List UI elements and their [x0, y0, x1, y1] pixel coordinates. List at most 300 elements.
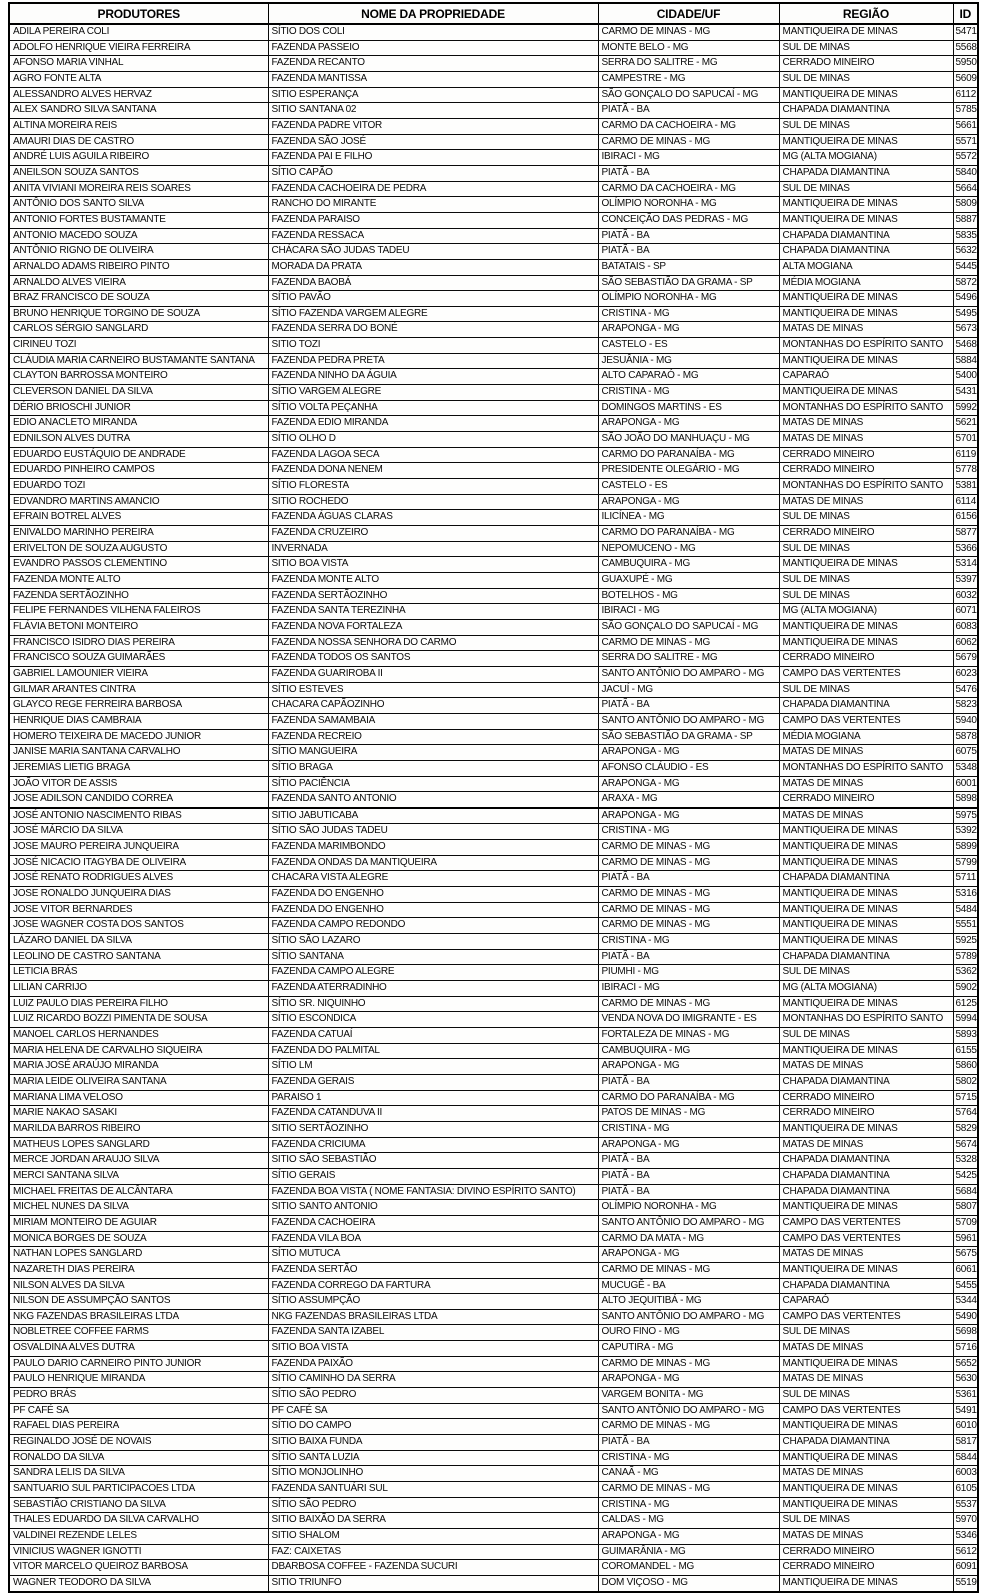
id-cell: 5844	[953, 1450, 978, 1466]
propriedade-cell: SÍTIO VOLTA PEÇANHA	[268, 400, 598, 416]
produtor-cell: ANTÔNIO RIGNO DE OLIVEIRA	[9, 244, 268, 260]
id-cell: 5551	[953, 918, 978, 934]
produtor-cell: EDVANDRO MARTINS AMANCIO	[9, 494, 268, 510]
id-cell: 5872	[953, 275, 978, 291]
cidade-cell: CASTELO - ES	[598, 479, 779, 495]
id-cell: 5715	[953, 1090, 978, 1106]
table-row	[9, 479, 978, 495]
propriedade-cell: FAZENDA NOVA FORTALEZA	[268, 619, 598, 635]
regiao-cell: MATAS DE MINAS	[779, 808, 953, 824]
id-cell: 5316	[953, 887, 978, 903]
produtor-cell: FLÁVIA BETONI MONTEIRO	[9, 619, 268, 635]
regiao-cell: SUL DE MINAS	[779, 1325, 953, 1341]
cidade-cell: CANAÃ - MG	[598, 1466, 779, 1482]
id-cell: 5860	[953, 1059, 978, 1075]
regiao-cell: MATAS DE MINAS	[779, 432, 953, 448]
regiao-cell: MONTANHAS DO ESPÍRITO SANTO	[779, 479, 953, 495]
produtor-cell: GABRIEL LAMOUNIER VIEIRA	[9, 666, 268, 682]
propriedade-cell: SÍTIO ESTEVES	[268, 682, 598, 698]
cidade-cell: SANTO ANTÔNIO DO AMPARO - MG	[598, 1403, 779, 1419]
id-cell: 5519	[953, 1575, 978, 1591]
regiao-cell: SUL DE MINAS	[779, 1388, 953, 1404]
id-cell: 5490	[953, 1309, 978, 1325]
cidade-cell: ARAPONGA - MG	[598, 494, 779, 510]
produtor-cell: VINICIUS WAGNER IGNOTTI	[9, 1544, 268, 1560]
table-row	[9, 996, 978, 1012]
cidade-cell: OLÍMPIO NORONHA - MG	[598, 1200, 779, 1216]
produtor-cell: SEBASTIÃO CRISTIANO DA SILVA	[9, 1497, 268, 1513]
id-cell: 5829	[953, 1121, 978, 1137]
regiao-cell: CAMPO DAS VERTENTES	[779, 666, 953, 682]
propriedade-cell: INVERNADA	[268, 541, 598, 557]
id-cell: 5899	[953, 840, 978, 856]
cidade-cell: ARAPONGA - MG	[598, 322, 779, 338]
cidade-cell: ARAPONGA - MG	[598, 745, 779, 761]
regiao-cell: CERRADO MINEIRO	[779, 56, 953, 72]
regiao-cell: MANTIQUEIRA DE MINAS	[779, 212, 953, 228]
regiao-cell: CERRADO MINEIRO	[779, 1560, 953, 1576]
propriedade-cell: SÍTIO PACIÊNCIA	[268, 776, 598, 792]
id-cell: 5884	[953, 353, 978, 369]
produtor-cell: PAULO HENRIQUE MIRANDA	[9, 1372, 268, 1388]
produtor-cell: JOÃO VITOR DE ASSIS	[9, 776, 268, 792]
cidade-cell: SANTO ANTÔNIO DO AMPARO - MG	[598, 1215, 779, 1231]
regiao-cell: CHAPADA DIAMANTINA	[779, 165, 953, 181]
regiao-cell: MANTIQUEIRA DE MINAS	[779, 1482, 953, 1498]
regiao-cell: MANTIQUEIRA DE MINAS	[779, 557, 953, 573]
propriedade-cell: FAZENDA NINHO DA ÁGUIA	[268, 369, 598, 385]
regiao-cell: MONTANHAS DO ESPÍRITO SANTO	[779, 760, 953, 776]
regiao-cell: MATAS DE MINAS	[779, 1137, 953, 1153]
cidade-cell: JACUÍ - MG	[598, 682, 779, 698]
table-row	[9, 259, 978, 275]
id-cell: 6119	[953, 447, 978, 463]
table-row	[9, 541, 978, 557]
table-row	[9, 776, 978, 792]
produtor-cell: ALESSANDRO ALVES HERVAZ	[9, 87, 268, 103]
id-cell: 6003	[953, 1466, 978, 1482]
regiao-cell: MANTIQUEIRA DE MINAS	[779, 1356, 953, 1372]
propriedade-cell: FAZENDA RECANTO	[268, 56, 598, 72]
id-cell: 6105	[953, 1482, 978, 1498]
produtor-cell: BRAZ FRANCISCO DE SOUZA	[9, 291, 268, 307]
produtor-cell: FAZENDA MONTE ALTO	[9, 572, 268, 588]
regiao-cell: MATAS DE MINAS	[779, 776, 953, 792]
produtor-cell: JOSE VITOR BERNARDES	[9, 902, 268, 918]
id-cell: 5789	[953, 949, 978, 965]
produtor-cell: GILMAR ARANTES CINTRA	[9, 682, 268, 698]
cidade-cell: SERRA DO SALITRE - MG	[598, 651, 779, 667]
produtor-cell: NOBLETREE COFFEE FARMS	[9, 1325, 268, 1341]
regiao-cell: SUL DE MINAS	[779, 181, 953, 197]
table-row	[9, 400, 978, 416]
cidade-cell: CARMO DO PARANAÍBA - MG	[598, 447, 779, 463]
regiao-cell: MG (ALTA MOGIANA)	[779, 604, 953, 620]
produtor-cell: RAFAEL DIAS PEREIRA	[9, 1419, 268, 1435]
id-cell: 5925	[953, 934, 978, 950]
cidade-cell: CRISTINA - MG	[598, 306, 779, 322]
table-row	[9, 902, 978, 918]
regiao-cell: SUL DE MINAS	[779, 1513, 953, 1529]
regiao-cell: CHAPADA DIAMANTINA	[779, 698, 953, 714]
cidade-cell: DOMINGOS MARTINS - ES	[598, 400, 779, 416]
propriedade-cell: FAZENDA PAI E FILHO	[268, 150, 598, 166]
regiao-cell: MANTIQUEIRA DE MINAS	[779, 1262, 953, 1278]
regiao-cell: MANTIQUEIRA DE MINAS	[779, 934, 953, 950]
propriedade-cell: SITIO SERTÃOZINHO	[268, 1121, 598, 1137]
table-row	[9, 118, 978, 134]
table-row	[9, 463, 978, 479]
propriedade-cell: SÍTIO PAVÃO	[268, 291, 598, 307]
table-row	[9, 1544, 978, 1560]
regiao-cell: MANTIQUEIRA DE MINAS	[779, 291, 953, 307]
table-row	[9, 1529, 978, 1545]
produtor-cell: JOSE RONALDO JUNQUEIRA DIAS	[9, 887, 268, 903]
propriedade-cell: FAZENDA TODOS OS SANTOS	[268, 651, 598, 667]
id-cell: 5802	[953, 1074, 978, 1090]
table-row	[9, 760, 978, 776]
regiao-cell: MANTIQUEIRA DE MINAS	[779, 197, 953, 213]
cidade-cell: NEPOMUCENO - MG	[598, 541, 779, 557]
propriedade-cell: FAZENDA LAGOA SECA	[268, 447, 598, 463]
regiao-cell: SUL DE MINAS	[779, 682, 953, 698]
produtor-cell: NKG FAZENDAS BRASILEIRAS LTDA	[9, 1309, 268, 1325]
regiao-cell: MONTANHAS DO ESPÍRITO SANTO	[779, 338, 953, 354]
id-cell: 5609	[953, 71, 978, 87]
table-row	[9, 808, 978, 824]
cidade-cell: BATATAIS - SP	[598, 259, 779, 275]
id-cell: 5785	[953, 103, 978, 119]
id-cell: 5400	[953, 369, 978, 385]
cidade-cell: PIATÃ - BA	[598, 228, 779, 244]
propriedade-cell: FAZENDA CACHOEIRA DE PEDRA	[268, 181, 598, 197]
cidade-cell: PIATÃ - BA	[598, 871, 779, 887]
id-cell: 5568	[953, 40, 978, 56]
produtor-cell: LUIZ PAULO DIAS PEREIRA FILHO	[9, 996, 268, 1012]
id-cell: 5675	[953, 1247, 978, 1263]
id-cell: 6001	[953, 776, 978, 792]
propriedade-cell: FAZENDA CACHOEIRA	[268, 1215, 598, 1231]
propriedade-cell: SITIO BAIXA FUNDA	[268, 1435, 598, 1451]
produtor-cell: NILSON ALVES DA SILVA	[9, 1278, 268, 1294]
propriedade-cell: SÍTIO DOS COLI	[268, 24, 598, 40]
propriedade-cell: SÍTIO LM	[268, 1059, 598, 1075]
table-row	[9, 1043, 978, 1059]
table-row	[9, 447, 978, 463]
propriedade-cell: SÍTIO OLHO D	[268, 432, 598, 448]
id-cell: 5778	[953, 463, 978, 479]
id-cell: 5314	[953, 557, 978, 573]
table-row	[9, 604, 978, 620]
regiao-cell: MATAS DE MINAS	[779, 1059, 953, 1075]
regiao-cell: CERRADO MINEIRO	[779, 447, 953, 463]
cidade-cell: SÃO JOÃO DO MANHUAÇU - MG	[598, 432, 779, 448]
produtor-cell: HENRIQUE DIAS CAMBRAIA	[9, 713, 268, 729]
table-row	[9, 71, 978, 87]
table-row	[9, 306, 978, 322]
produtor-cell: MIRIAM MONTEIRO DE AGUIAR	[9, 1215, 268, 1231]
produtor-cell: ANITA VIVIANI MOREIRA REIS SOARES	[9, 181, 268, 197]
propriedade-cell: SITIO SÃO SEBASTIÃO	[268, 1153, 598, 1169]
produtor-cell: CIRINEU TOZI	[9, 338, 268, 354]
produtor-cell: JOSÉ MÁRCIO DA SILVA	[9, 824, 268, 840]
propriedade-cell: DBARBOSA COFFEE - FAZENDA SUCURI	[268, 1560, 598, 1576]
produtor-cell: MARIE NAKAO SASAKI	[9, 1106, 268, 1122]
regiao-cell: CHAPADA DIAMANTINA	[779, 1168, 953, 1184]
regiao-cell: CERRADO MINEIRO	[779, 1106, 953, 1122]
cidade-cell: SERRA DO SALITRE - MG	[598, 56, 779, 72]
id-cell: 5621	[953, 416, 978, 432]
propriedade-cell: SÍTIO DO CAMPO	[268, 1419, 598, 1435]
id-cell: 5496	[953, 291, 978, 307]
table-row	[9, 1356, 978, 1372]
produtor-cell: JEREMIAS LIETIG BRAGA	[9, 760, 268, 776]
cidade-cell: ARAPONGA - MG	[598, 1247, 779, 1263]
table-row	[9, 1325, 978, 1341]
id-cell: 5397	[953, 572, 978, 588]
id-cell: 5674	[953, 1137, 978, 1153]
produtor-cell: ANEILSON SOUZA SANTOS	[9, 165, 268, 181]
produtor-cell: ARNALDO ADAMS RIBEIRO PINTO	[9, 259, 268, 275]
table-row	[9, 416, 978, 432]
propriedade-cell: SÍTIO SÃO PEDRO	[268, 1497, 598, 1513]
regiao-cell: CAPARAÓ	[779, 1294, 953, 1310]
id-cell: 5328	[953, 1153, 978, 1169]
header-row	[9, 3, 978, 24]
id-cell: 5840	[953, 165, 978, 181]
produtor-cell: DÉRIO BRIOSCHI JUNIOR	[9, 400, 268, 416]
propriedade-cell: FAZENDA MARIMBONDO	[268, 840, 598, 856]
id-cell: 5572	[953, 150, 978, 166]
cidade-cell: CARMO DE MINAS - MG	[598, 996, 779, 1012]
regiao-cell: MANTIQUEIRA DE MINAS	[779, 918, 953, 934]
regiao-cell: CHAPADA DIAMANTINA	[779, 949, 953, 965]
cidade-cell: SÃO GONÇALO DO SAPUCAÍ - MG	[598, 87, 779, 103]
produtor-cell: ADOLFO HENRIQUE VIEIRA FERREIRA	[9, 40, 268, 56]
propriedade-cell: SÍTIO CAPÃO	[268, 165, 598, 181]
table-row	[9, 1262, 978, 1278]
regiao-cell: MONTANHAS DO ESPÍRITO SANTO	[779, 1012, 953, 1028]
propriedade-cell: RANCHO DO MIRANTE	[268, 197, 598, 213]
produtor-cell: NAZARETH DIAS PEREIRA	[9, 1262, 268, 1278]
id-cell: 5877	[953, 526, 978, 542]
table-row	[9, 1482, 978, 1498]
produtor-cell: ARNALDO ALVES VIEIRA	[9, 275, 268, 291]
id-cell: 5975	[953, 808, 978, 824]
table-row	[9, 981, 978, 997]
regiao-cell: MANTIQUEIRA DE MINAS	[779, 306, 953, 322]
propriedade-cell: FAZENDA RECREIO	[268, 729, 598, 745]
cidade-cell: CAPUTIRA - MG	[598, 1341, 779, 1357]
propriedade-cell: SITIO TRIUNFO	[268, 1575, 598, 1591]
produtor-cell: MERCI SANTANA SILVA	[9, 1168, 268, 1184]
table-row	[9, 1137, 978, 1153]
cidade-cell: CARMO DE MINAS - MG	[598, 918, 779, 934]
id-cell: 5679	[953, 651, 978, 667]
produtor-cell: EDIO ANACLETO MIRANDA	[9, 416, 268, 432]
table-row	[9, 1074, 978, 1090]
cidade-cell: CARMO DE MINAS - MG	[598, 902, 779, 918]
regiao-cell: CHAPADA DIAMANTINA	[779, 1184, 953, 1200]
produtor-cell: JOSÉ ANTONIO NASCIMENTO RIBAS	[9, 808, 268, 824]
propriedade-cell: FAZENDA CATANDUVA II	[268, 1106, 598, 1122]
produtor-cell: PF CAFÉ SA	[9, 1403, 268, 1419]
propriedade-cell: SITIO TOZI	[268, 338, 598, 354]
table-row	[9, 1278, 978, 1294]
table-row	[9, 713, 978, 729]
cidade-cell: CARMO DE MINAS - MG	[598, 855, 779, 871]
produtor-cell: MARIA LEIDE OLIVEIRA SANTANA	[9, 1074, 268, 1090]
propriedade-cell: SITIO ROCHEDO	[268, 494, 598, 510]
propriedade-cell: FAZENDA DO ENGENHO	[268, 887, 598, 903]
produtor-cell: BRUNO HENRIQUE TORGINO DE SOUZA	[9, 306, 268, 322]
propriedade-cell: FAZENDA GERAIS	[268, 1074, 598, 1090]
table-row	[9, 1513, 978, 1529]
cidade-cell: BOTELHOS - MG	[598, 588, 779, 604]
id-cell: 5698	[953, 1325, 978, 1341]
table-row	[9, 635, 978, 651]
id-cell: 6155	[953, 1043, 978, 1059]
table-row	[9, 369, 978, 385]
table-row	[9, 965, 978, 981]
table-row	[9, 1294, 978, 1310]
table-row	[9, 949, 978, 965]
regiao-cell: SUL DE MINAS	[779, 40, 953, 56]
id-cell: 5344	[953, 1294, 978, 1310]
propriedade-cell: SÍTIO SÃO PEDRO	[268, 1388, 598, 1404]
table-row	[9, 212, 978, 228]
propriedade-cell: FAZENDA SERRA DO BONÉ	[268, 322, 598, 338]
cidade-cell: ALTO CAPARAÓ - MG	[598, 369, 779, 385]
regiao-cell: MATAS DE MINAS	[779, 745, 953, 761]
cidade-cell: ARAPONGA - MG	[598, 808, 779, 824]
table-row	[9, 840, 978, 856]
propriedade-cell: FAZENDA SAMAMBAIA	[268, 713, 598, 729]
cidade-cell: FORTALEZA DE MINAS - MG	[598, 1028, 779, 1044]
cidade-cell: ARAPONGA - MG	[598, 416, 779, 432]
cidade-cell: ARAPONGA - MG	[598, 776, 779, 792]
id-cell: 5711	[953, 871, 978, 887]
propriedade-cell: FAZENDA SERTÃO	[268, 1262, 598, 1278]
cidade-cell: CARMO DE MINAS - MG	[598, 134, 779, 150]
produtor-cell: LETICIA BRÁS	[9, 965, 268, 981]
id-cell: 5950	[953, 56, 978, 72]
produtor-cell: JOSE ADILSON CANDIDO CORREA	[9, 792, 268, 808]
regiao-cell: MG (ALTA MOGIANA)	[779, 150, 953, 166]
propriedade-cell: FAZENDA GUARIROBA II	[268, 666, 598, 682]
produtor-cell: FELIPE FERNANDES VILHENA FALEIROS	[9, 604, 268, 620]
propriedade-cell: SÍTIO MUTUCA	[268, 1247, 598, 1263]
cidade-cell: PIATÃ - BA	[598, 949, 779, 965]
id-cell: 5346	[953, 1529, 978, 1545]
id-cell: 5381	[953, 479, 978, 495]
regiao-cell: ALTA MOGIANA	[779, 259, 953, 275]
table-row	[9, 1168, 978, 1184]
produtor-cell: EDUARDO PINHEIRO CAMPOS	[9, 463, 268, 479]
propriedade-cell: SÍTIO SÃO JUDAS TADEU	[268, 824, 598, 840]
produtor-cell: PAULO DARIO CARNEIRO PINTO JUNIOR	[9, 1356, 268, 1372]
id-cell: 6071	[953, 604, 978, 620]
id-cell: 5664	[953, 181, 978, 197]
regiao-cell: CERRADO MINEIRO	[779, 463, 953, 479]
table-row	[9, 1153, 978, 1169]
propriedade-cell: SITIO BAIXÃO DA SERRA	[268, 1513, 598, 1529]
cidade-cell: OURO FINO - MG	[598, 1325, 779, 1341]
cidade-cell: IBIRACI - MG	[598, 604, 779, 620]
regiao-cell: MANTIQUEIRA DE MINAS	[779, 134, 953, 150]
regiao-cell: CERRADO MINEIRO	[779, 1090, 953, 1106]
cidade-cell: CRISTINA - MG	[598, 1497, 779, 1513]
id-cell: 6125	[953, 996, 978, 1012]
propriedade-cell: FAZENDA NOSSA SENHORA DO CARMO	[268, 635, 598, 651]
id-cell: 5491	[953, 1403, 978, 1419]
id-cell: 5630	[953, 1372, 978, 1388]
id-cell: 5571	[953, 134, 978, 150]
produtor-cell: FRANCISCO SOUZA GUIMARÃES	[9, 651, 268, 667]
cidade-cell: SÃO SEBASTIÃO DA GRAMA - SP	[598, 275, 779, 291]
cidade-cell: PIATÃ - BA	[598, 244, 779, 260]
cidade-cell: PIUMHI - MG	[598, 965, 779, 981]
id-cell: 5612	[953, 1544, 978, 1560]
regiao-cell: MANTIQUEIRA DE MINAS	[779, 996, 953, 1012]
table-row	[9, 1450, 978, 1466]
cidade-cell: ARAPONGA - MG	[598, 1137, 779, 1153]
regiao-cell: CAMPO DAS VERTENTES	[779, 1403, 953, 1419]
cidade-cell: CARMO DE MINAS - MG	[598, 1482, 779, 1498]
propriedade-cell: SITIO ESPERANÇA	[268, 87, 598, 103]
produtor-cell: ANTONIO FORTES BUSTAMANTE	[9, 212, 268, 228]
cidade-cell: CARMO DA CACHOEIRA - MG	[598, 118, 779, 134]
cidade-cell: VARGEM BONITA - MG	[598, 1388, 779, 1404]
regiao-cell: CHAPADA DIAMANTINA	[779, 1278, 953, 1294]
regiao-cell: CHAPADA DIAMANTINA	[779, 228, 953, 244]
id-cell: 5476	[953, 682, 978, 698]
propriedade-cell: FAZENDA CAMPO ALEGRE	[268, 965, 598, 981]
propriedade-cell: FAZENDA MANTISSA	[268, 71, 598, 87]
propriedade-cell: SITIO BOA VISTA	[268, 557, 598, 573]
table-row	[9, 588, 978, 604]
column-header-regiao: REGIÃO	[779, 3, 953, 24]
produtor-cell: SANDRA LELIS DA SILVA	[9, 1466, 268, 1482]
regiao-cell: MATAS DE MINAS	[779, 1372, 953, 1388]
cidade-cell: AFONSO CLÁUDIO - ES	[598, 760, 779, 776]
produtor-cell: MARIA JOSÉ ARAÚJO MIRANDA	[9, 1059, 268, 1075]
regiao-cell: MONTANHAS DO ESPÍRITO SANTO	[779, 400, 953, 416]
column-header-id: ID	[953, 3, 978, 24]
cidade-cell: CALDAS - MG	[598, 1513, 779, 1529]
produtor-cell: ANDRÉ LUIS AGUILA RIBEIRO	[9, 150, 268, 166]
produtor-cell: OSVALDINA ALVES DUTRA	[9, 1341, 268, 1357]
regiao-cell: SUL DE MINAS	[779, 572, 953, 588]
cidade-cell: PIATÃ - BA	[598, 165, 779, 181]
produtor-cell: EFRAIN BOTREL ALVES	[9, 510, 268, 526]
propriedade-cell: PARAISO 1	[268, 1090, 598, 1106]
propriedade-cell: FAZENDA PARAISO	[268, 212, 598, 228]
produtor-cell: JANISE MARIA SANTANA CARVALHO	[9, 745, 268, 761]
id-cell: 5809	[953, 197, 978, 213]
regiao-cell: CAPARAÓ	[779, 369, 953, 385]
table-row	[9, 103, 978, 119]
propriedade-cell: FAZENDA BOA VISTA ( NOME FANTASIA: DIVINO ESPÍRITO SANTO)	[268, 1184, 598, 1200]
cidade-cell: CARMO DE MINAS - MG	[598, 887, 779, 903]
cidade-cell: CARMO DE MINAS - MG	[598, 840, 779, 856]
regiao-cell: MANTIQUEIRA DE MINAS	[779, 824, 953, 840]
id-cell: 6061	[953, 1262, 978, 1278]
regiao-cell: CHAPADA DIAMANTINA	[779, 871, 953, 887]
id-cell: 5361	[953, 1388, 978, 1404]
produtor-cell: EDNILSON ALVES DUTRA	[9, 432, 268, 448]
regiao-cell: MÉDIA MOGIANA	[779, 275, 953, 291]
